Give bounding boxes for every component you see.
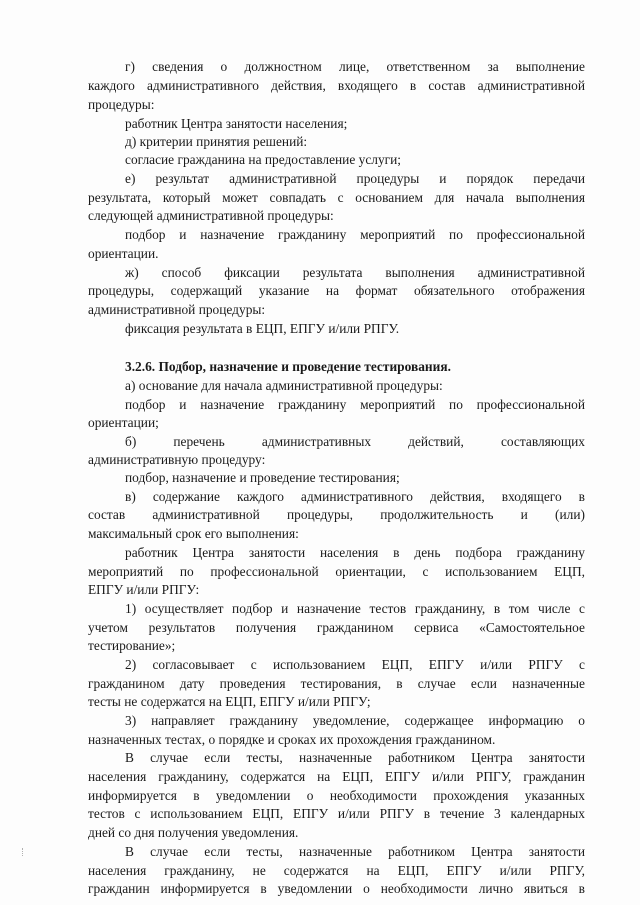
text-line: результата, который может совпадать с основанием для начала выполнения (88, 190, 585, 205)
text-line: гражданином дату проведения тестирования, в случае если назначенные (88, 676, 585, 691)
scan-mark (22, 848, 26, 856)
text-line: работник Центра занятости населения; (125, 116, 348, 131)
text-line: д) критерии принятия решений: (125, 134, 308, 149)
text-line: максимальный срок его выполнения: (88, 526, 299, 541)
section-heading: 3.2.6. Подбор, назначение и проведение тестирования. (125, 359, 451, 374)
text-line: каждого административного действия, входящего в состав административной (88, 78, 585, 93)
text-line: работник Центра занятости населения в день подбора гражданину (125, 545, 585, 560)
text-line: ж) способ фиксации результата выполнения административной (125, 265, 585, 280)
text-line: гражданин информируется в уведомлении о необходимости лично явиться в (88, 881, 585, 896)
text-line: административной процедуры: (88, 302, 266, 317)
text-line: в) содержание каждого административного действия, входящего в (125, 489, 585, 504)
text-line: 3) направляет гражданину уведомление, содержащее информацию о (125, 713, 585, 728)
text-line: административную процедуру: (88, 452, 266, 467)
text-line: тестов с использованием ЕЦП, ЕПГУ и/или РПГУ в течение 3 календарных (88, 806, 585, 821)
text-line: В случае если тесты, назначенные работником Центра занятости (125, 750, 585, 765)
text-line: подбор и назначение гражданину мероприятий по профессиональной (125, 227, 585, 242)
text-line: 2) согласовывает с использованием ЕЦП, ЕПГУ и/или РПГУ с (125, 657, 585, 672)
text-line: учетом результатов получения гражданином сервиса «Самостоятельное (88, 620, 585, 635)
text-line: процедуры: (88, 97, 155, 112)
text-line: населения гражданину, содержатся на ЕЦП, ЕПГУ и/или РПГУ, гражданин (88, 769, 585, 784)
text-line: подбор и назначение гражданину мероприятий по профессиональной (125, 397, 585, 412)
text-line: информируется в уведомлении о необходимости прохождения указанных (88, 788, 585, 803)
text-line: фиксация результата в ЕЦП, ЕПГУ и/или РПГУ. (125, 321, 400, 336)
text-line: назначенных тестах, о порядке и сроках их прохождения гражданином. (88, 732, 496, 747)
text-line: ориентации; (88, 415, 159, 430)
text-line: б) перечень административных действий, составляющих (125, 434, 585, 449)
text-line: мероприятий по профессиональной ориентации, с использованием ЕЦП, (88, 564, 585, 579)
text-line: состав административной процедуры, продолжительность и (или) (88, 507, 585, 522)
text-line: В случае если тесты, назначенные работником Центра занятости (125, 844, 585, 859)
text-line: г) сведения о должностном лице, ответственном за выполнение (125, 59, 585, 74)
text-line: ЕПГУ и/или РПГУ: (88, 582, 200, 597)
text-line: 1) осуществляет подбор и назначение тестов гражданину, в том числе с (125, 601, 585, 616)
text-line: дней со дня получения уведомления. (88, 825, 299, 840)
text-line: ориентации. (88, 246, 159, 261)
text-line: тесты не содержатся на ЕЦП, ЕПГУ и/или РПГУ; (88, 694, 371, 709)
text-line: процедуры, содержащий указание на формат обязательного отображения (88, 283, 585, 298)
text-line: населения гражданину, не содержатся на ЕЦП, ЕПГУ и/или РПГУ, (88, 863, 585, 878)
text-line: е) результат административной процедуры и порядок передачи (125, 171, 585, 186)
text-line: согласие гражданина на предоставление услуги; (125, 152, 402, 167)
text-line: тестирование»; (88, 638, 176, 653)
text-line: а) основание для начала административной процедуры: (125, 378, 443, 393)
text-line: подбор, назначение и проведение тестирования; (125, 470, 400, 485)
text-line: следующей административной процедуры: (88, 208, 334, 223)
